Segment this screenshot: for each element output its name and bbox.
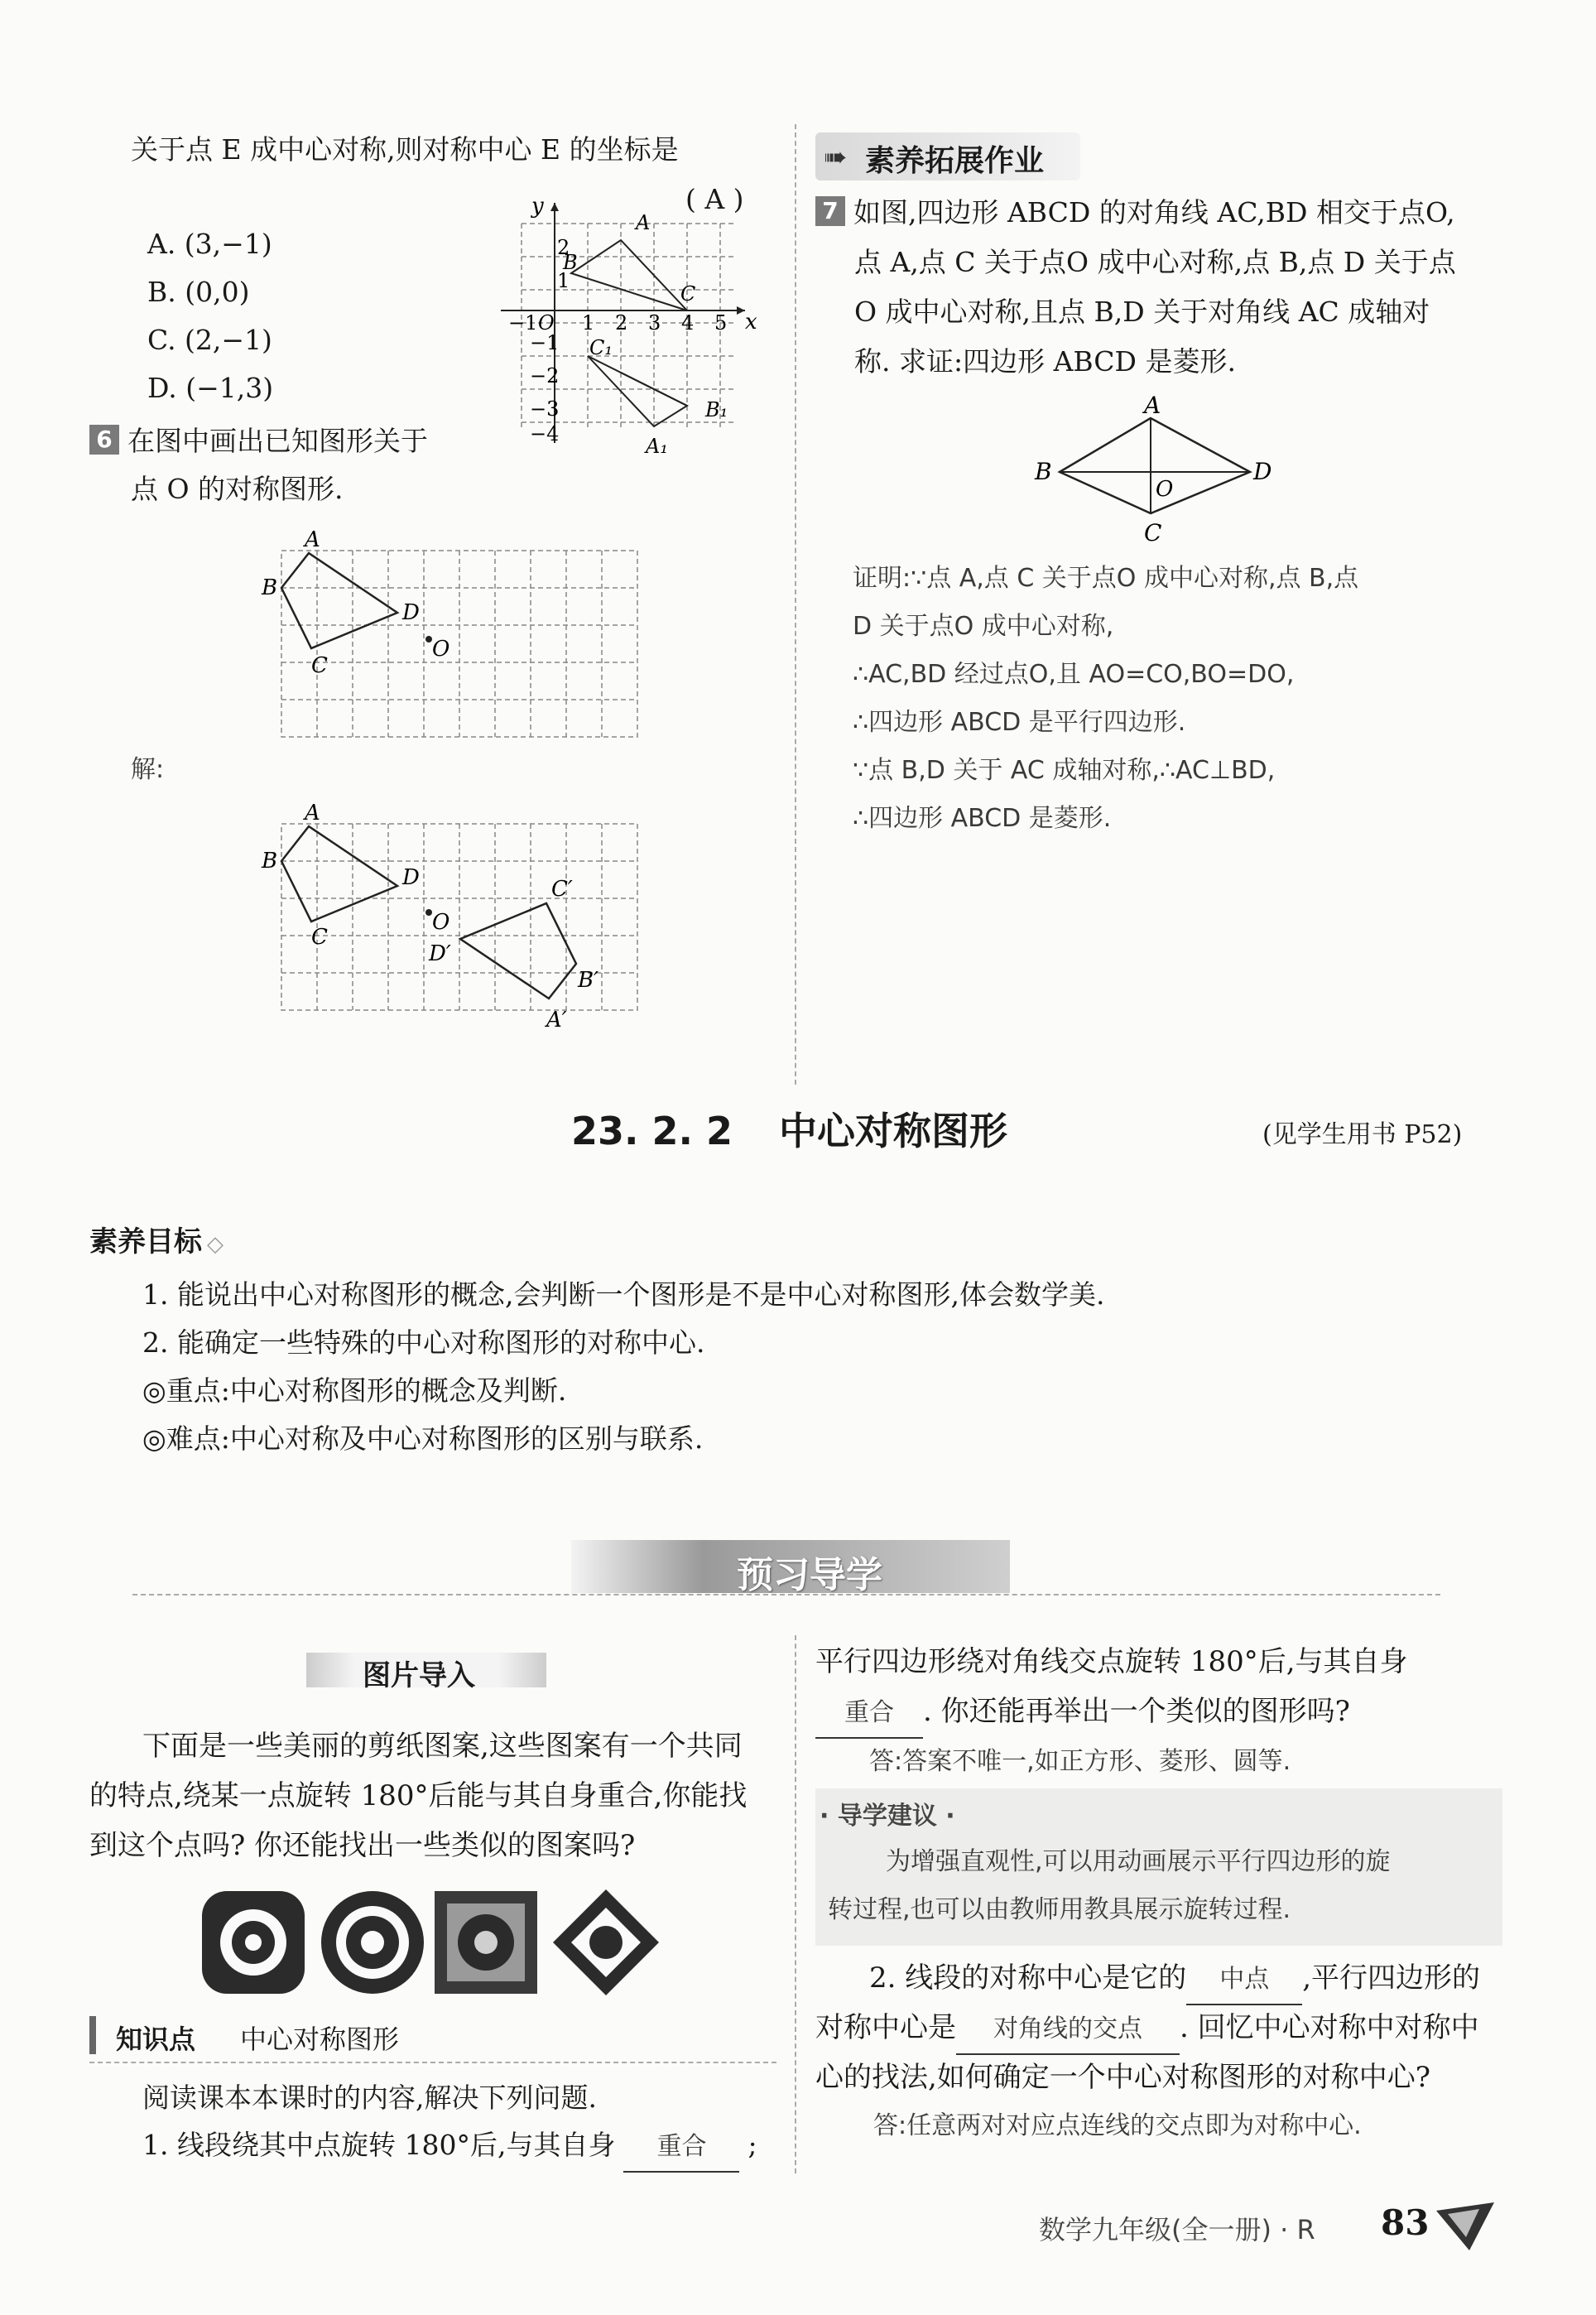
rc-answer2: 答:任意两对对应点连线的交点即为对称中心. — [873, 2111, 1362, 2140]
q5-option-d: D. (−1,3) — [147, 372, 274, 404]
intro-line1: 下面是一些美丽的剪纸图案,这些图案有一个共同 — [142, 1730, 743, 1763]
y-axis-label: y — [531, 195, 544, 219]
tick-yn2: −2 — [530, 364, 560, 387]
column-divider-bottom — [795, 1635, 796, 2173]
sol-label-c-prime: C′ — [551, 877, 573, 902]
q7-proof-line2: D 关于点O 成中心对称, — [853, 612, 1114, 641]
preview-banner — [571, 1540, 1010, 1596]
tick-x2: 2 — [615, 311, 628, 334]
sol-label-b: B — [262, 849, 278, 874]
rhombus-label-b: B — [1035, 458, 1052, 485]
section-heading — [571, 1101, 1007, 1156]
tick-x5: 5 — [714, 311, 728, 334]
q5-stem-tail: 关于点 E 成中心对称,则对称中心 E 的坐标是 — [131, 133, 679, 166]
x-axis-label: x — [745, 310, 757, 334]
tick-yn3: −3 — [530, 397, 560, 421]
q5-answer: ( A ) — [685, 183, 744, 215]
sol-label-d-prime: D′ — [429, 941, 451, 966]
q1-blank-answer: 重合 — [623, 2123, 739, 2173]
page-number: 83 — [1381, 2202, 1430, 2243]
footer-logo-icon — [1436, 2202, 1494, 2252]
q7-proof-line5: ∵点 B,D 关于 AC 成轴对称,∴AC⊥BD, — [853, 756, 1276, 785]
label-b1: B₁ — [705, 398, 728, 421]
knowledge-read: 阅读课本本课时的内容,解决下列问题. — [142, 2082, 597, 2114]
q5-option-c: C. (2,−1) — [147, 324, 272, 356]
rc-answer1: 答:答案不唯一,如正方形、菱形、圆等. — [869, 1747, 1291, 1776]
fig-label-o: O — [432, 637, 450, 662]
label-b: B — [563, 251, 578, 274]
goal-difficulty: ◎难点:中心对称及中心对称图形的区别与联系. — [142, 1422, 704, 1455]
section-title: 中心对称图形 — [779, 1109, 1008, 1153]
intro-header — [306, 1653, 546, 1692]
q7-proof-line1: 证明:∵点 A,点 C 关于点O 成中心对称,点 B,点 — [853, 564, 1359, 593]
q6-solution-figure — [257, 795, 646, 1035]
tick-y2: 2 — [557, 236, 570, 259]
rc-q2-line2: 对称中心是 对角线的交点 . 回忆中心对称中对称中 — [815, 2004, 1479, 2055]
papercut-images — [199, 1888, 662, 1997]
triangle-abc — [571, 240, 687, 310]
sol-label-b-prime: B′ — [578, 968, 599, 993]
sol-label-d: D — [402, 865, 420, 890]
goal-item-2: 2. 能确定一些特殊的中心对称图形的对称中心. — [142, 1326, 705, 1359]
rhombus-label-d: D — [1253, 458, 1272, 485]
papercut-4 — [553, 1889, 659, 1995]
papercut-3 — [435, 1891, 537, 1994]
sol-label-o: O — [432, 910, 450, 935]
tick-yn4: −4 — [530, 422, 560, 445]
q6-line2: 点 O 的对称图形. — [131, 473, 344, 505]
rc-line1: 平行四边形绕对角线交点旋转 180°后,与其自身 — [815, 1645, 1408, 1678]
q7-line4: 称. 求证:四边形 ABCD 是菱形. — [854, 345, 1236, 378]
q7-line3: O 成中心对称,且点 B,D 关于对角线 AC 成轴对 — [854, 296, 1430, 328]
q6-solution-label: 解: — [131, 755, 165, 784]
quad-abcd-solution — [281, 826, 397, 922]
fig-label-a: A — [305, 527, 320, 552]
tick-x3: 3 — [648, 311, 661, 334]
knowledge-bar-icon — [89, 2016, 96, 2054]
q5-option-b: B. (0,0) — [147, 276, 250, 308]
sol-label-a: A — [305, 801, 320, 825]
section-number: 23. 2. 2 — [571, 1109, 733, 1153]
diamond-icon: ◇ — [207, 1232, 224, 1257]
q6-line1: 6 在图中画出已知图形关于 — [89, 417, 428, 465]
sol-label-a-prime: A′ — [546, 1008, 567, 1032]
rc-line2: 重合 . 你还能再举出一个类似的图形吗? — [815, 1687, 1350, 1739]
q7-line1: 7 如图,四边形 ABCD 的对角线 AC,BD 相交于点O, — [815, 189, 1455, 237]
knowledge-rule — [89, 2062, 776, 2063]
origin-label: O — [538, 311, 555, 334]
column-divider-top — [795, 124, 796, 1085]
rc-q2-line3: 心的找法,如何确定一个中心对称图形的对称中心? — [815, 2061, 1431, 2094]
rc-q2-blank2: 对角线的交点 — [956, 2005, 1180, 2055]
fig-label-b: B — [262, 575, 278, 600]
rhombus-label-c: C — [1144, 519, 1162, 546]
extension-header — [815, 132, 1080, 180]
footer-book: 数学九年级(全一册) · R — [1039, 2214, 1315, 2245]
label-c: C — [680, 282, 696, 306]
arrow-icon: ➠ — [824, 141, 848, 174]
intro-line3: 到这个点吗? 你还能找出一些类似的图案吗? — [89, 1829, 636, 1862]
papercut-1 — [202, 1891, 305, 1994]
quad-a2b2c2d2 — [460, 903, 576, 999]
q7-proof-line4: ∴四边形 ABCD 是平行四边形. — [853, 708, 1186, 737]
knowledge-q1: 1. 线段绕其中点旋转 180°后,与其自身 重合 ; — [142, 2121, 757, 2173]
q7-rhombus-figure — [1026, 393, 1291, 551]
rc-q2-blank1: 中点 — [1186, 1956, 1302, 2005]
quad-abcd — [281, 553, 397, 648]
rhombus-label-a: A — [1144, 393, 1161, 419]
papercut-2 — [321, 1891, 424, 1994]
rc-q2-line1: 2. 线段的对称中心是它的 中点 ,平行四边形的 — [869, 1954, 1480, 2005]
tip-title: · 导学建议 · — [820, 1802, 955, 1831]
q6-number-badge: 6 — [89, 425, 119, 455]
tick-x4: 4 — [681, 311, 695, 334]
goal-key-point: ◎重点:中心对称图形的概念及判断. — [142, 1374, 567, 1407]
rhombus-label-o: O — [1156, 477, 1174, 502]
label-c1: C₁ — [589, 336, 613, 359]
knowledge-tag: 知识点 — [116, 2024, 196, 2055]
tick-y1: 1 — [557, 269, 570, 292]
q7-proof-line6: ∴四边形 ABCD 是菱形. — [853, 804, 1112, 833]
q5-option-a: A. (3,−1) — [147, 228, 272, 260]
q7-line2: 点 A,点 C 关于点O 成中心对称,点 B,点 D 关于点 — [854, 246, 1456, 278]
tick-yn1: −1 — [530, 331, 560, 354]
fig-label-d: D — [402, 600, 420, 625]
sol-label-c: C — [311, 925, 328, 950]
goals-title: 素养目标 ◇ — [89, 1225, 224, 1259]
q5-coordinate-graph — [497, 195, 770, 468]
rhombus-abcd — [1060, 418, 1250, 513]
fig-label-c: C — [311, 653, 328, 678]
preview-banner-title: 预习导学 — [737, 1554, 882, 1596]
tip-line1: 为增强直观性,可以用动画展示平行四边形的旋 — [886, 1847, 1391, 1876]
intro-title: 图片导入 — [363, 1659, 475, 1692]
point-o-solution — [425, 909, 432, 916]
q7-proof-line3: ∴AC,BD 经过点O,且 AO=CO,BO=DO, — [853, 660, 1295, 689]
knowledge-title: 中心对称图形 — [240, 2024, 400, 2055]
tick-x1: 1 — [582, 311, 595, 334]
section-ref: (见学生用书 P52) — [1262, 1120, 1463, 1149]
intro-line2: 的特点,绕某一点旋转 180°后能与其自身重合,你能找 — [89, 1779, 748, 1812]
label-a: A — [636, 211, 651, 234]
q7-number-badge: 7 — [815, 196, 845, 226]
label-a1: A₁ — [646, 435, 668, 458]
extension-title: 素养拓展作业 — [865, 144, 1045, 178]
q6-question-figure — [257, 522, 646, 745]
point-o — [425, 636, 432, 643]
tip-line2: 转过程,也可以由教师用教具展示旋转过程. — [828, 1895, 1291, 1924]
tick-neg1: −1 — [508, 311, 538, 334]
goal-item-1: 1. 能说出中心对称图形的概念,会判断一个图形是不是中心对称图形,体会数学美. — [142, 1278, 1105, 1311]
rc-blank1: 重合 — [815, 1689, 923, 1739]
